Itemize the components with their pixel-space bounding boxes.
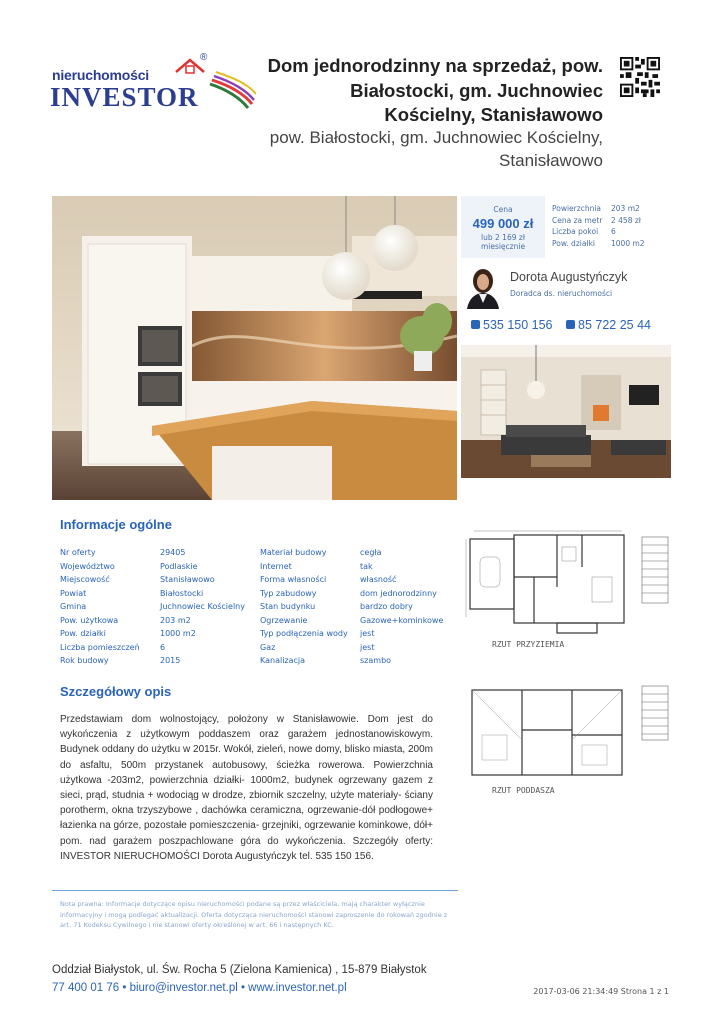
info-key: Pow. użytkowa [60,615,119,625]
spec-value: 2 458 zł [611,215,641,225]
info-value: dom jednorodzinny [360,588,437,598]
spec-key: Liczba pokoi [552,227,599,236]
info-key: Nr oferty [60,548,96,557]
logo-text-main: INVESTOR [50,82,199,112]
phone-icon [566,320,575,329]
info-key: Kanalizacja [260,656,306,665]
footer-page-info: 2017-03-06 21:34:49 Strona 1 z 1 [533,987,669,996]
attic-floor-plan [462,680,672,800]
spec-value: 1000 m2 [611,238,645,248]
agent-phone-mobile[interactable] [471,318,553,332]
spec-key: Powierzchnia [552,204,602,213]
agent-name: Dorota Augustyńczyk [510,270,628,284]
info-value: Stanisławowo [160,575,215,584]
info-value: własność [360,575,397,584]
spec-value: 6 [611,227,616,236]
listing-title: Dom jednorodzinny na sprzedaż, pow. Białostocki, gm. Juchnowiec Kościelny, Stanisławowo [267,55,603,125]
phone-icon [471,320,480,329]
ground-floor-plan [462,527,672,652]
legal-note: Nota prawna: Informacje dotyczące opisu nieruchomości podane są przez właściciela, mają charakter wyłącznie informacyjny i mogą podlegać aktualizacji. Oferta dotycząca nieruchomości stanowi zaproszenie do rokowań zgodnie z art. 71 Kodeksu Cywilnego i nie stanowi oferty określonej w art. 66 i następnych KC. [60,900,448,929]
kitchen-photo [52,196,457,500]
logo-text-top: nieruchomości [52,67,149,83]
info-value: szambo [360,656,392,665]
floor-plan-drawing [462,680,672,780]
info-value: tak [360,561,373,571]
plan-caption: RZUT PODDASZA [492,786,555,795]
info-value: jest [360,629,375,638]
info-value: 2015 [160,656,181,665]
general-info-heading: Informacje ogólne [60,517,172,532]
info-key: Województwo [60,561,115,571]
spec-key: Pow. działki [552,238,595,248]
footer-address: Oddział Białystok, ul. Św. Rocha 5 (Zielona Kamienica) , 15-879 Białystok [52,964,427,976]
price-label: Cena [493,205,513,214]
spec-row [552,204,645,216]
description-text: Przedstawiam dom wolnostojący, położony w Stanisławowie. Dom jest do wykończenia z użytkowym poddaszem oraz garażem jednostanowiskowym. Budynek oddany do użytku w 2015r. Wokół, zieleń, nowe domy, blisko miasta, 200m do asfaltu, 500m przystanek autobusowy, ścieżka rowerowa. Powierzchnia użytkowa -203m2, powierzchnia działki- 1000m2, budynek ogrzewany gazem z sieci, prąd, studnia + wodociąg w drodze, zbiornik szczelny, użyte materiały- ściany porotherm, okna trzyszybowe , dachówka ceramiczna, ogrzewanie-dół podłogowe+ łazienka na górze, pozostałe pomieszczenia- grzejniki, ogrzewanie kominkowe, dół+ pom. nad garażem poszpachlowane góra do wykończenia. Szczegóły oferty: INVESTOR NIERUCHOMOŚCI Dorota Augustyńczyk tel. 535 150 156. [60,714,433,862]
spec-row [552,227,645,239]
price-monthly: lub 2 169 zł miesięcznie [480,233,526,251]
info-value: 203 m2 [160,615,191,625]
floor-plan-drawing [462,527,672,652]
company-logo [48,52,253,112]
info-key: Internet [260,561,292,571]
price-summary [461,196,671,258]
spec-key: Cena za metr [552,215,603,225]
info-key: Rok budowy [60,656,109,665]
divider [52,890,458,891]
info-key: Gaz [260,642,276,652]
footer-contact[interactable]: 77 400 01 76 • biuro@investor.net.pl • www.investor.net.pl [52,982,347,994]
info-value: 29405 [160,548,186,557]
plan-caption: RZUT PRZYZIEMIA [492,640,565,649]
qr-code-icon [620,56,660,98]
logo-registered-mark: ® [200,52,208,63]
info-key: Typ zabudowy [260,588,317,598]
info-key: Miejscowość [60,575,110,584]
price-value: 499 000 zł [472,216,534,231]
agent-avatar [461,265,505,309]
phone-number: 85 722 25 44 [578,318,651,332]
info-value: 6 [160,642,166,652]
listing-location: pow. Białostocki, gm. Juchnowiec Kościelny, Stanisławowo [269,128,603,170]
info-key: Powiat [60,588,87,598]
info-value: jest [360,642,375,652]
info-value: 1000 m2 [160,629,196,638]
info-key: Forma własności [260,575,327,584]
spec-table [552,204,645,250]
info-value: bardzo dobry [360,602,413,611]
info-key: Liczba pomieszczeń [60,642,140,652]
info-key: Typ podłączenia wody [260,629,348,638]
spec-value: 203 m2 [611,204,640,213]
living-room-photo [461,345,671,478]
info-value: Podlaskie [160,561,198,571]
info-key: Stan budynku [260,602,316,611]
description-heading: Szczegółowy opis [60,684,172,699]
spec-row [552,239,645,251]
info-value: Juchnowiec Kościelny [160,602,245,611]
phone-number: 535 150 156 [483,318,553,332]
info-value: Gazowe+kominkowe [360,615,444,625]
info-value: Białostocki [160,588,204,598]
info-key: Gmina [60,602,87,611]
info-key: Ogrzewanie [260,615,308,625]
info-value: cegła [360,548,382,557]
info-key: Pow. działki [60,629,106,638]
agent-role: Doradca ds. nieruchomości [510,289,613,298]
spec-row [552,216,645,228]
info-key: Materiał budowy [260,548,327,557]
price-panel [461,196,545,258]
agent-phone-office[interactable] [566,318,651,332]
